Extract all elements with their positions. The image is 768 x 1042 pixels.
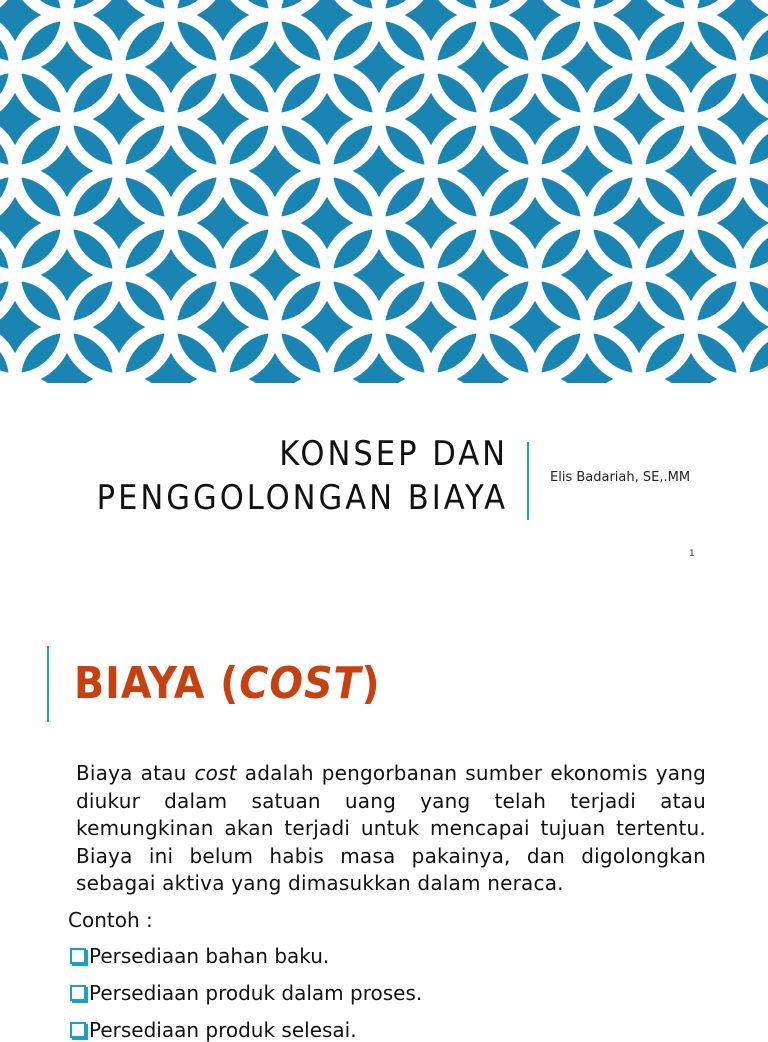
paragraph-line-3: kemungkinan akan terjadi untuk mencapai tujuan tertentu. (76, 816, 706, 840)
checkbox-square-icon (70, 948, 86, 964)
paragraph-text: Biaya atau (76, 761, 195, 785)
paragraph-line-2: diukur dalam satuan uang yang telah terjadi atau (76, 788, 706, 813)
bullet-item (70, 1018, 357, 1042)
bullet-text: Persediaan produk selesai. (89, 1018, 357, 1042)
slide-heading (74, 658, 381, 709)
decorative-ring-pattern (0, 0, 768, 383)
heading-prefix: BIAYA ( (74, 658, 240, 709)
bullet-item (70, 981, 422, 1005)
example-label: Contoh : (68, 908, 153, 932)
bullet-text: Persediaan produk dalam proses. (89, 981, 423, 1005)
title-accent-bar (47, 646, 49, 722)
title-line-2: PENGGOLONGAN BIAYA (96, 478, 508, 518)
definition-paragraph (76, 760, 706, 898)
title-divider (527, 442, 529, 520)
checkbox-square-icon (70, 1022, 86, 1038)
title-line-1: KONSEP DAN (279, 434, 508, 474)
paragraph-line-4: Biaya ini belum habis masa pakainya, dan digolongkan (76, 843, 706, 868)
heading-italic: COST (239, 658, 362, 709)
bullet-item (70, 944, 329, 968)
content-slide (0, 592, 768, 1042)
checkbox-square-icon (70, 985, 86, 1001)
author-name: Elis Badariah, SE,.MM (550, 470, 691, 485)
slide-title (97, 432, 508, 520)
paragraph-line-1 (76, 760, 706, 788)
bullet-text: Persediaan bahan baku. (89, 944, 330, 968)
paragraph-line-5: sebagai aktiva yang dimasukkan dalam neraca. (76, 871, 564, 895)
page-number: 1 (689, 549, 695, 559)
paragraph-italic-term: cost (194, 761, 237, 785)
paragraph-text: adalah pengorbanan sumber ekonomis yang (236, 761, 706, 785)
heading-suffix: ) (361, 658, 381, 709)
